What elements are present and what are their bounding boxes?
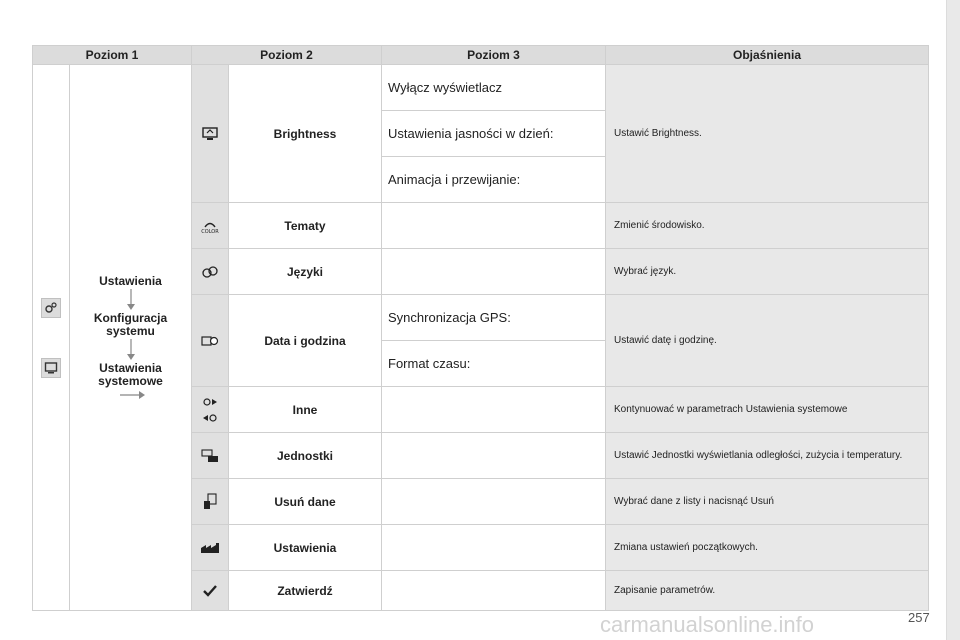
row-name: Jednostki: [229, 433, 382, 479]
row-description: Ustawić Brightness.: [606, 65, 929, 203]
header-description: Objaśnienia: [606, 46, 929, 65]
arrow-down-icon: [126, 289, 136, 311]
sub-option: Format czasu:: [382, 341, 606, 387]
units-icon: [192, 433, 229, 479]
checkmark-icon: [192, 571, 229, 611]
level1-path: [70, 65, 192, 611]
monitor-icon: [41, 358, 61, 378]
row-name: Brightness: [229, 65, 382, 203]
settings-gears-icon: [41, 298, 61, 318]
row-description: Zapisanie parametrów.: [606, 571, 929, 611]
empty-cell: [382, 387, 606, 433]
row-name: Inne: [229, 387, 382, 433]
empty-cell: [382, 203, 606, 249]
sub-option: Ustawienia jasności w dzień:: [382, 111, 606, 157]
header-level3: Poziom 3: [382, 46, 606, 65]
header-row: [33, 46, 929, 65]
page-number: 257: [908, 610, 930, 625]
row-description: Ustawić datę i godzinę.: [606, 295, 929, 387]
row-name: Języki: [229, 249, 382, 295]
level1-icon-column: [33, 65, 70, 611]
level1-line-system: Ustawienia systemowe: [98, 361, 163, 388]
row-name: Tematy: [229, 203, 382, 249]
table-row: [33, 65, 929, 111]
factory-reset-icon: [192, 525, 229, 571]
row-description: Kontynuować w parametrach Ustawienia systemowe: [606, 387, 929, 433]
delete-data-icon: [192, 479, 229, 525]
row-description: Zmiana ustawień początkowych.: [606, 525, 929, 571]
sub-option: Synchronizacja GPS:: [382, 295, 606, 341]
row-name: Data i godzina: [229, 295, 382, 387]
gear-arrows-icon: [192, 387, 229, 433]
brightness-screen-icon: [192, 65, 229, 203]
row-description: Wybrać dane z listy i nacisnąć Usuń: [606, 479, 929, 525]
clock-date-icon: [192, 295, 229, 387]
empty-cell: [382, 479, 606, 525]
empty-cell: [382, 249, 606, 295]
arrow-right-icon: [120, 390, 146, 400]
header-level1: Poziom 1: [33, 46, 192, 65]
color-theme-icon: [192, 203, 229, 249]
color-theme-icon-label: COLOR: [201, 228, 219, 234]
language-flags-icon: [192, 249, 229, 295]
level1-line-config: Konfiguracja systemu: [93, 311, 168, 338]
row-name: Ustawienia: [229, 525, 382, 571]
header-level2: Poziom 2: [192, 46, 382, 65]
scrollbar[interactable]: [946, 0, 960, 640]
sub-option: Wyłącz wyświetlacz: [382, 65, 606, 111]
row-description: Ustawić Jednostki wyświetlania odległości, zużycia i temperatury.: [606, 433, 929, 479]
sub-option: Animacja i przewijanie:: [382, 157, 606, 203]
row-name: Zatwierdź: [229, 571, 382, 611]
empty-cell: [382, 433, 606, 479]
level1-line-settings: Ustawienia: [99, 274, 162, 288]
row-description: Wybrać język.: [606, 249, 929, 295]
settings-table: [32, 45, 929, 611]
row-name: Usuń dane: [229, 479, 382, 525]
row-description: Zmienić środowisko.: [606, 203, 929, 249]
watermark: carmanualsonline.info: [600, 612, 815, 637]
empty-cell: [382, 525, 606, 571]
empty-cell: [382, 571, 606, 611]
arrow-down-icon: [126, 339, 136, 361]
